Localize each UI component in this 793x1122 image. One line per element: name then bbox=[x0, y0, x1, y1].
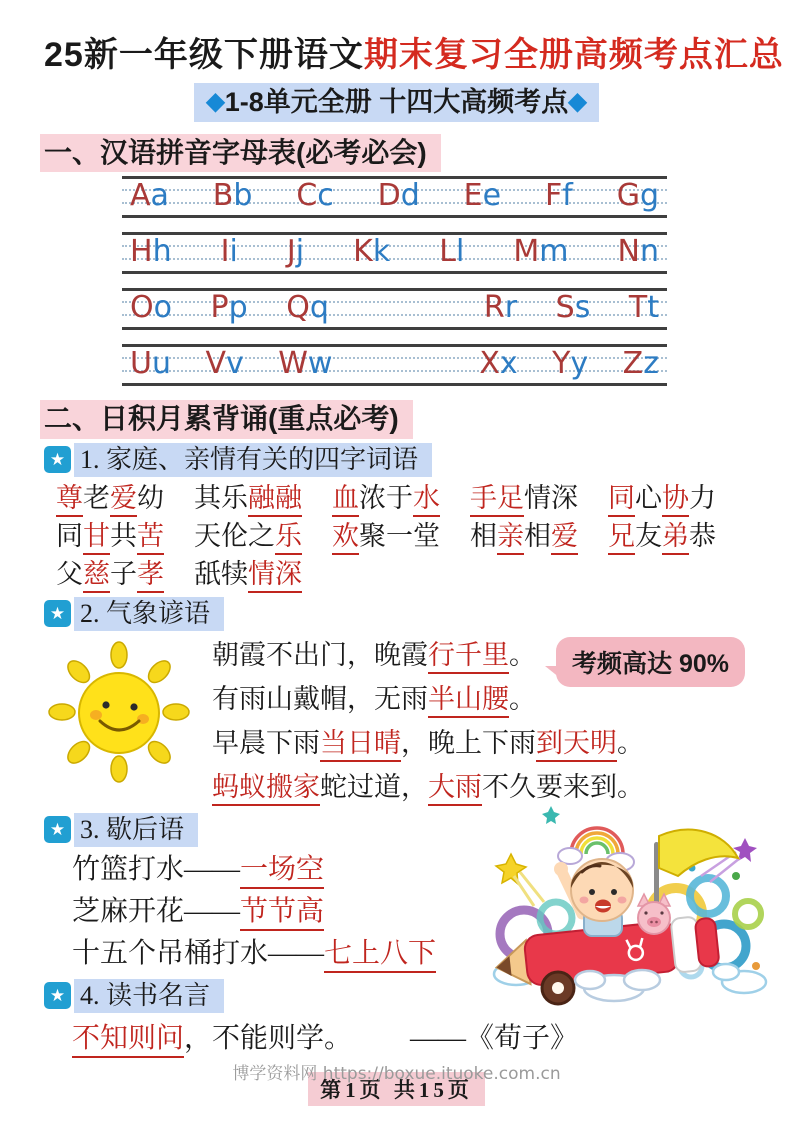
page-title-black: 25新一年级下册语文 bbox=[44, 36, 364, 74]
item4-label: 4. 读书名言 bbox=[74, 979, 224, 1013]
letter-pair-k bbox=[353, 232, 390, 272]
lowercase-letter: l bbox=[455, 234, 465, 270]
phrase bbox=[194, 479, 302, 517]
highlighted-term: 半山腰 bbox=[428, 684, 509, 718]
speech-bubble-tail bbox=[545, 666, 565, 682]
highlighted-term: 大雨 bbox=[428, 772, 482, 806]
four-char-words bbox=[56, 479, 793, 593]
uppercase-letter: Y bbox=[552, 346, 571, 382]
phrase bbox=[332, 479, 440, 517]
text-run: 相 bbox=[470, 520, 497, 551]
uppercase-letter: H bbox=[130, 234, 153, 270]
highlighted-term: 苦 bbox=[137, 521, 164, 555]
section1-heading: 一、汉语拼音字母表(必考必会) bbox=[40, 134, 441, 172]
uppercase-letter: F bbox=[544, 178, 563, 214]
letter-pair-p bbox=[211, 288, 248, 328]
text-run: 舐犊 bbox=[194, 558, 248, 589]
phrase bbox=[56, 517, 164, 555]
letter-pair-z bbox=[623, 344, 659, 384]
letter-pair-w bbox=[278, 344, 332, 384]
uppercase-letter: C bbox=[296, 178, 318, 214]
text-run: 蛇过道， bbox=[320, 771, 428, 802]
lowercase-letter: e bbox=[482, 178, 502, 214]
lowercase-letter: b bbox=[233, 178, 253, 214]
letter-pair-s bbox=[556, 288, 591, 328]
item2-label: 2. 气象谚语 bbox=[74, 597, 224, 631]
phrase bbox=[194, 517, 302, 555]
highlighted-term: 孝 bbox=[137, 559, 164, 593]
highlighted-term: 行千里 bbox=[428, 640, 509, 674]
smiling-sun-icon bbox=[46, 639, 192, 785]
quote-text bbox=[72, 1019, 352, 1059]
letter-pair-l bbox=[439, 232, 464, 272]
phrase bbox=[470, 479, 578, 517]
uppercase-letter: X bbox=[479, 346, 500, 382]
grid-spacer bbox=[367, 288, 445, 328]
alphabet-grid-row bbox=[122, 344, 667, 384]
text-run: 早晨下雨 bbox=[212, 727, 320, 758]
text-run: 老 bbox=[83, 482, 110, 513]
lowercase-letter: t bbox=[647, 290, 659, 326]
diamond-icon: ◆ bbox=[206, 87, 225, 115]
letter-pair-h bbox=[130, 232, 172, 272]
lowercase-letter: m bbox=[539, 234, 569, 270]
letter-pair-f bbox=[545, 176, 573, 216]
lowercase-letter: d bbox=[400, 178, 420, 214]
star-icon: ★ bbox=[44, 600, 71, 627]
pinyin-alphabet-table bbox=[122, 176, 667, 384]
text-run: 友 bbox=[635, 520, 662, 551]
highlighted-term: 到天明 bbox=[536, 728, 617, 762]
lowercase-letter: f bbox=[562, 178, 573, 214]
highlighted-term: 血 bbox=[332, 483, 359, 517]
letter-pair-g bbox=[617, 176, 659, 216]
phrase bbox=[56, 555, 164, 593]
highlighted-term: 一场空 bbox=[240, 854, 324, 889]
subtitle-text: 1-8单元全册 十四大高频考点 bbox=[224, 86, 569, 117]
star-icon: ★ bbox=[44, 982, 71, 1009]
item1-header bbox=[44, 443, 793, 477]
uppercase-letter: B bbox=[212, 178, 234, 214]
highlighted-term: 融融 bbox=[248, 483, 302, 517]
weather-proverbs-block bbox=[0, 633, 793, 809]
phrase bbox=[608, 479, 716, 517]
lowercase-letter: o bbox=[153, 290, 172, 326]
word-line bbox=[56, 555, 793, 593]
watermark-text: 博学资料网 https://boxue.ituoke.com.cn bbox=[232, 1064, 561, 1084]
subtitle-banner bbox=[194, 83, 598, 123]
alphabet-grid-row bbox=[122, 176, 667, 216]
highlighted-term: 水 bbox=[413, 483, 440, 517]
uppercase-letter: J bbox=[286, 234, 296, 270]
word-line bbox=[56, 517, 793, 555]
callout-text: 考频高达 90% bbox=[572, 649, 729, 678]
text-run: 聚一堂 bbox=[359, 520, 440, 551]
highlighted-term: 甘 bbox=[83, 521, 110, 555]
text-run: 朝霞不出门，晚霞 bbox=[212, 639, 428, 670]
highlighted-term: 欢 bbox=[332, 521, 359, 555]
letter-pair-m bbox=[513, 232, 568, 272]
lowercase-letter: y bbox=[570, 346, 589, 382]
phrase bbox=[470, 517, 578, 555]
letter-pair-x bbox=[479, 344, 517, 384]
text-run: 竹篮打水—— bbox=[72, 853, 241, 885]
letter-row bbox=[130, 288, 659, 328]
highlighted-term: 尊 bbox=[56, 483, 83, 517]
phrase bbox=[56, 479, 164, 517]
lowercase-letter: v bbox=[225, 346, 244, 382]
letter-pair-y bbox=[552, 344, 588, 384]
uppercase-letter: T bbox=[628, 290, 648, 326]
uppercase-letter: O bbox=[130, 290, 154, 326]
section2-heading: 二、日积月累背诵(重点必考) bbox=[40, 400, 413, 438]
reading-quote bbox=[72, 1019, 793, 1059]
page-number: 第1页 共15页 bbox=[308, 1072, 485, 1106]
letter-pair-e bbox=[464, 176, 501, 216]
letter-pair-r bbox=[484, 288, 517, 328]
lowercase-letter: a bbox=[150, 178, 169, 214]
uppercase-letter: Q bbox=[286, 290, 310, 326]
star-icon: ★ bbox=[44, 446, 71, 473]
lowercase-letter: z bbox=[643, 346, 659, 382]
highlighted-term: 慈 bbox=[83, 559, 110, 593]
boy-pencil-illustration bbox=[486, 806, 771, 1011]
highlighted-term: 弟 bbox=[662, 521, 689, 555]
highlighted-term: 兄 bbox=[608, 521, 635, 555]
word-line bbox=[56, 479, 793, 517]
lowercase-letter: s bbox=[574, 290, 591, 326]
highlighted-term: 蚂蚁搬家 bbox=[212, 772, 320, 806]
phrase bbox=[608, 517, 716, 555]
lowercase-letter: h bbox=[152, 234, 172, 270]
uppercase-letter: V bbox=[205, 346, 226, 382]
highlighted-term: 当日晴 bbox=[320, 728, 401, 762]
lowercase-letter: r bbox=[504, 290, 518, 326]
item2-header bbox=[44, 597, 793, 631]
text-run: 父 bbox=[56, 558, 83, 589]
uppercase-letter: Z bbox=[622, 346, 644, 382]
letter-pair-d bbox=[378, 176, 420, 216]
text-run: 同 bbox=[56, 520, 83, 551]
item1-label: 1. 家庭、亲情有关的四字词语 bbox=[74, 443, 432, 477]
uppercase-letter: K bbox=[353, 234, 373, 270]
phrase bbox=[194, 555, 302, 593]
text-run: 心 bbox=[635, 482, 662, 513]
letter-pair-v bbox=[205, 344, 243, 384]
highlighted-term: 协 bbox=[662, 483, 689, 517]
lowercase-letter: j bbox=[295, 234, 305, 270]
uppercase-letter: M bbox=[513, 234, 540, 270]
lowercase-letter: q bbox=[309, 290, 329, 326]
lowercase-letter: x bbox=[499, 346, 518, 382]
letter-pair-q bbox=[286, 288, 329, 328]
letter-pair-a bbox=[130, 176, 169, 216]
letter-row bbox=[130, 344, 659, 384]
text-run: 力 bbox=[689, 482, 716, 513]
highlighted-term: 亲 bbox=[497, 521, 524, 555]
letter-pair-i bbox=[221, 232, 238, 272]
proverb-line bbox=[212, 765, 793, 809]
highlighted-term: 手足 bbox=[470, 483, 524, 517]
lowercase-letter: c bbox=[317, 178, 334, 214]
text-run: 。 bbox=[509, 683, 536, 714]
lowercase-letter: u bbox=[151, 346, 171, 382]
text-run: 不久要来到。 bbox=[482, 771, 644, 802]
text-run: 情深 bbox=[524, 482, 578, 513]
letter-pair-t bbox=[629, 288, 659, 328]
highlighted-term: 乐 bbox=[275, 521, 302, 555]
lowercase-letter: g bbox=[639, 178, 659, 214]
star-icon: ★ bbox=[44, 816, 71, 843]
highlighted-term: 爱 bbox=[551, 521, 578, 555]
alphabet-grid-row bbox=[122, 288, 667, 328]
highlighted-term: 爱 bbox=[110, 483, 137, 517]
letter-pair-b bbox=[213, 176, 253, 216]
uppercase-letter: I bbox=[220, 234, 230, 270]
proverb-line bbox=[212, 721, 793, 765]
text-run: ，不能则学。 bbox=[184, 1022, 353, 1054]
highlighted-term: 不知则问 bbox=[72, 1023, 184, 1058]
uppercase-letter: P bbox=[210, 290, 229, 326]
letter-row bbox=[130, 176, 659, 216]
alphabet-grid-row bbox=[122, 232, 667, 272]
uppercase-letter: N bbox=[617, 234, 640, 270]
uppercase-letter: R bbox=[483, 290, 505, 326]
text-run: 有雨山戴帽，无雨 bbox=[212, 683, 428, 714]
lowercase-letter: i bbox=[229, 234, 238, 270]
text-run: 十五个吊桶打水—— bbox=[72, 937, 325, 969]
uppercase-letter: U bbox=[130, 346, 152, 382]
text-run: 恭 bbox=[689, 520, 716, 551]
page-title-red: 期末复习全册高频考点汇总 bbox=[363, 36, 784, 74]
highlighted-term: 同 bbox=[608, 483, 635, 517]
letter-pair-o bbox=[130, 288, 172, 328]
quote-attribution: ——《荀子》 bbox=[410, 1022, 579, 1054]
letter-pair-c bbox=[296, 176, 333, 216]
grid-spacer bbox=[367, 344, 445, 384]
letter-pair-u bbox=[130, 344, 171, 384]
phrase bbox=[332, 517, 440, 555]
highlighted-term: 节节高 bbox=[240, 896, 324, 931]
uppercase-letter: L bbox=[439, 234, 456, 270]
text-run: 子 bbox=[110, 558, 137, 589]
uppercase-letter: A bbox=[130, 178, 151, 214]
text-run: 。 bbox=[509, 639, 536, 670]
uppercase-letter: D bbox=[377, 178, 401, 214]
uppercase-letter: E bbox=[463, 178, 483, 214]
boy-riding-pencil-icon bbox=[486, 806, 771, 1011]
page-footer bbox=[0, 1059, 793, 1106]
lowercase-letter: p bbox=[228, 290, 248, 326]
item3-label: 3. 歇后语 bbox=[74, 813, 198, 847]
letter-pair-n bbox=[618, 232, 659, 272]
text-run: 共 bbox=[110, 520, 137, 551]
text-run: 其乐 bbox=[194, 482, 248, 513]
uppercase-letter: G bbox=[616, 178, 640, 214]
text-run: 浓于 bbox=[359, 482, 413, 513]
text-run: 相 bbox=[524, 520, 551, 551]
text-run: 天伦之 bbox=[194, 520, 275, 551]
lowercase-letter: n bbox=[639, 234, 659, 270]
highlighted-term: 七上八下 bbox=[324, 938, 436, 973]
sun-illustration bbox=[46, 639, 192, 785]
lowercase-letter: w bbox=[307, 346, 333, 382]
letter-row bbox=[130, 232, 659, 272]
highlighted-term: 情深 bbox=[248, 559, 302, 593]
text-run: 。 bbox=[617, 727, 644, 758]
text-run: ，晚上下雨 bbox=[401, 727, 536, 758]
uppercase-letter: S bbox=[555, 290, 575, 326]
uppercase-letter: W bbox=[278, 346, 308, 382]
page-title bbox=[44, 34, 793, 77]
diamond-icon: ◆ bbox=[568, 87, 587, 115]
lowercase-letter: k bbox=[372, 234, 391, 270]
text-run: 芝麻开花—— bbox=[72, 895, 241, 927]
text-run: 幼 bbox=[137, 482, 164, 513]
exam-frequency-callout bbox=[556, 637, 745, 687]
letter-pair-j bbox=[287, 232, 304, 272]
